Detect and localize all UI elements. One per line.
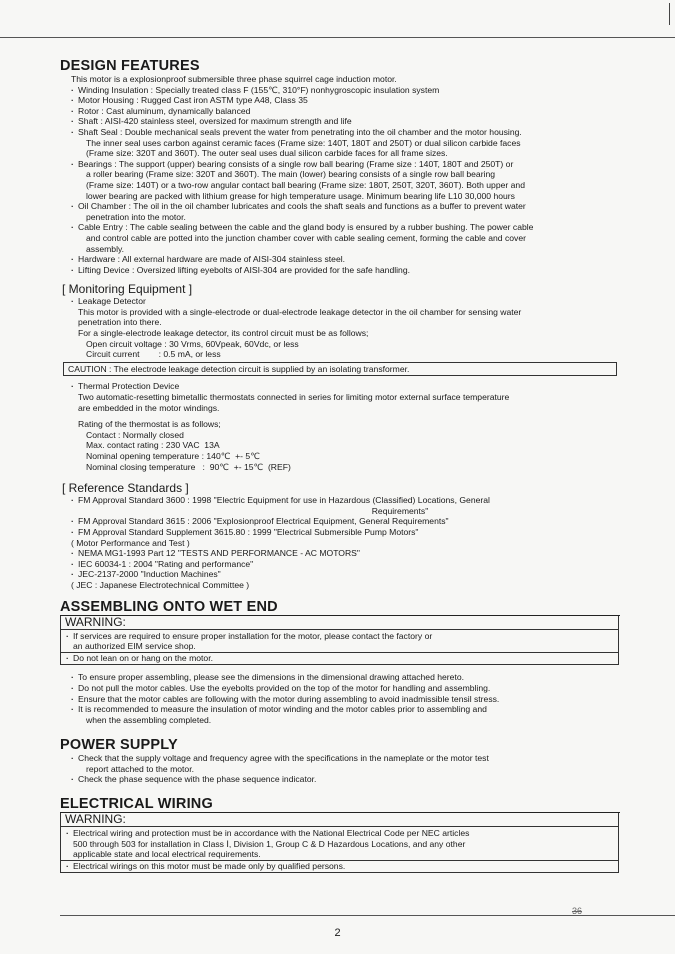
assembling-heading: ASSEMBLING ONTO WET END [60,599,620,616]
manual-page [60,58,620,873]
design-bullet: · Lifting Device : Oversized lifting eyebolts of AISI-304 are provided for the safe handling. [60,265,620,276]
design-bullet-cont: lower bearing are packed with lithium grease for high temperature usage. Minimum bearing life L10 30,000 hours [86,190,515,201]
page-number: 2 [334,927,341,939]
assembling-bullet: · Ensure that the motor cables are following with the motor during assembling to avoid inadmissible tensil stress. [60,694,620,705]
power-bullet: · Check the phase sequence with the phase sequence indicator. [60,774,620,785]
top-rule [0,37,675,38]
design-bullet: · Winding Insulation : Specially treated class F (155℃, 310°F) nonhygroscopic insulation system [60,85,620,96]
warning-title: WARNING: [61,616,618,630]
leak-line: For a single-electrode leakage detector, its control circuit must be as follows; [78,328,369,339]
design-bullet: · Motor Housing : Rugged Cast iron ASTM type A48, Class 35 [60,95,620,106]
rating-intro: Rating of the thermostat is as follows; [78,419,221,430]
monitoring-heading: [ Monitoring Equipment ] [62,282,193,297]
reference-item: · FM Approval Standard 3615 : 2006 "Explosionproof Electrical Equipment, General Requirements" [60,516,620,527]
rating-spec: Max. contact rating : 230 VAC 13A [86,440,220,451]
power-bullet-list [60,753,620,785]
warning-line: · If services are required to ensure proper installation for the motor, please contact the factory or [61,631,618,642]
design-bullet: · Cable Entry : The cable sealing between the cable and the gland body is ensured by a rubber bushing. The power cable [60,222,620,233]
design-bullet-cont: penetration into the motor. [86,211,186,222]
design-bullet-cont: a roller bearing (Frame size: 320T and 360T). The main (lower) bearing consists of a single row ball bearing [86,169,496,180]
reference-standards-heading: [ Reference Standards ] [62,481,189,496]
rating-spec: Nominal closing temperature : 90℃ +- 15℃ (REF) [86,461,291,472]
warning-line: an authorized EIM service shop. [73,641,196,652]
assembling-bullet-cont: when the assembling completed. [86,714,212,725]
leak-line: penetration into there. [78,317,162,328]
reference-item-cont: Requirements" [371,505,429,516]
leakage-detector-text [60,307,620,360]
design-bullet: · Hardware : All external hardware are made of AISI-304 stainless steel. [60,254,620,265]
design-features-heading: DESIGN FEATURES [60,58,200,74]
warning-title: WARNING: [61,813,618,827]
thermal-line: Two automatic-resetting bimetallic thermostats connected in series for limiting motor external surface temperature [78,392,510,403]
assembling-bullet-list [60,672,620,725]
electrical-wiring-heading: ELECTRICAL WIRING [60,796,620,813]
design-bullet-cont: assembly. [86,243,125,254]
reference-item: · JEC-2137-2000 "Induction Machines" [60,569,620,580]
design-intro: This motor is a explosionproof submersible three phase squirrel cage induction motor. [71,74,397,84]
design-bullet: · Bearings : The support (upper) bearing consists of a single row ball bearing (Frame size : 140T, 180T and 250T) or [60,159,620,170]
electrical-warning-box [60,813,619,873]
warning-line: · Electrical wirings on this motor must be made only by qualified persons. [61,861,618,872]
design-bullet-cont: The inner seal uses carbon against ceramic faces (Frame size: 140T, 180T and 250T) or dual silicon carbide faces [86,137,521,148]
assembling-warning-box [60,616,619,666]
warning-line: · Do not lean on or hang on the motor. [61,653,618,664]
assembling-bullet: · It is recommended to measure the insulation of motor winding and the motor cables prior to assembling and [60,704,620,715]
leak-spec: Circuit current : 0.5 mA, or less [86,349,221,360]
leak-line: This motor is provided with a single-electrode or dual-electrode leakage detector in the oil chamber for sensing water [78,306,522,317]
assembling-bullet: · To ensure proper assembling, please see the dimensions in the dimensional drawing attached hereto. [60,672,620,683]
design-bullet-cont: (Frame size: 320T and 360T). The outer seal uses dual silicon carbide faces for all frame sizes. [86,148,448,159]
design-bullet: · Rotor : Cast aluminum, dynamically balanced [60,106,620,117]
warning-line: · Electrical wiring and protection must be in accordance with the National Electrical Code per NEC articles [61,828,618,839]
design-bullet-list [60,85,620,276]
power-bullet-cont: report attached to the motor. [86,763,194,774]
corner-tick [669,3,670,25]
warning-body [61,630,618,665]
reference-item: · NEMA MG1-1993 Part 12 "TESTS AND PERFORMANCE - AC MOTORS" [60,548,620,559]
corner-page-mark: 36 [572,906,583,916]
design-bullet-cont: (Frame size: 140T) or a two-row angular contact ball bearing (Frame size: 180T, 250T, 320T, 360T). Both upper and [86,179,525,190]
design-bullet: · Oil Chamber : The oil in the oil chamber lubricates and cools the shaft seals and functions as a buffer to prevent water [60,201,620,212]
power-bullet: · Check that the supply voltage and frequency agree with the specifications in the nameplate or the motor test [60,753,620,764]
bottom-rule [60,915,675,916]
reference-note: ( JEC : Japanese Electrotechnical Committee ) [71,579,250,590]
design-bullet: · Shaft : AISI-420 stainless steel, oversized for maximum strength and life [60,116,620,127]
reference-item: · FM Approval Standard Supplement 3615.80 : 1999 "Electrical Submersible Pump Motors" [60,527,620,538]
rating-spec: Nominal opening temperature : 140℃ +- 5℃ [86,451,260,461]
warning-body [61,827,618,872]
design-bullet: · Shaft Seal : Double mechanical seals prevent the water from penetrating into the oil chamber and the motor housing. [60,127,620,138]
design-bullet-cont: and control cable are potted into the junction chamber cover with cable sealing cement, forming the cable and cover [86,232,526,243]
reference-item: · FM Approval Standard 3600 : 1998 "Electric Equipment for use in Hazardous (Classified) Locations, General [60,495,620,506]
caution-box: CAUTION : The electrode leakage detection circuit is supplied by an isolating transformer. [63,362,617,377]
leakage-detector-label: · Leakage Detector [60,296,620,307]
leak-spec: Open circuit voltage : 30 Vrms, 60Vpeak, 60Vdc, or less [86,338,299,349]
thermal-protection-label: · Thermal Protection Device [60,381,620,392]
thermal-line: are embedded in the motor windings. [78,402,220,413]
warning-line: 500 through 503 for installation in Class Ⅰ, Division 1, Group C & D Hazardous Locations, and any other [73,838,466,849]
reference-item: · IEC 60034-1 : 2004 "Rating and performance" [60,559,620,570]
rating-spec: Contact : Normally closed [86,429,184,440]
warning-line: applicable state and local electrical requirements. [73,849,261,860]
power-supply-heading: POWER SUPPLY [60,737,178,754]
reference-note: ( Motor Performance and Test ) [71,537,190,548]
assembling-bullet: · Do not pull the motor cables. Use the eyebolts provided on the top of the motor for handling and assembling. [60,683,620,694]
